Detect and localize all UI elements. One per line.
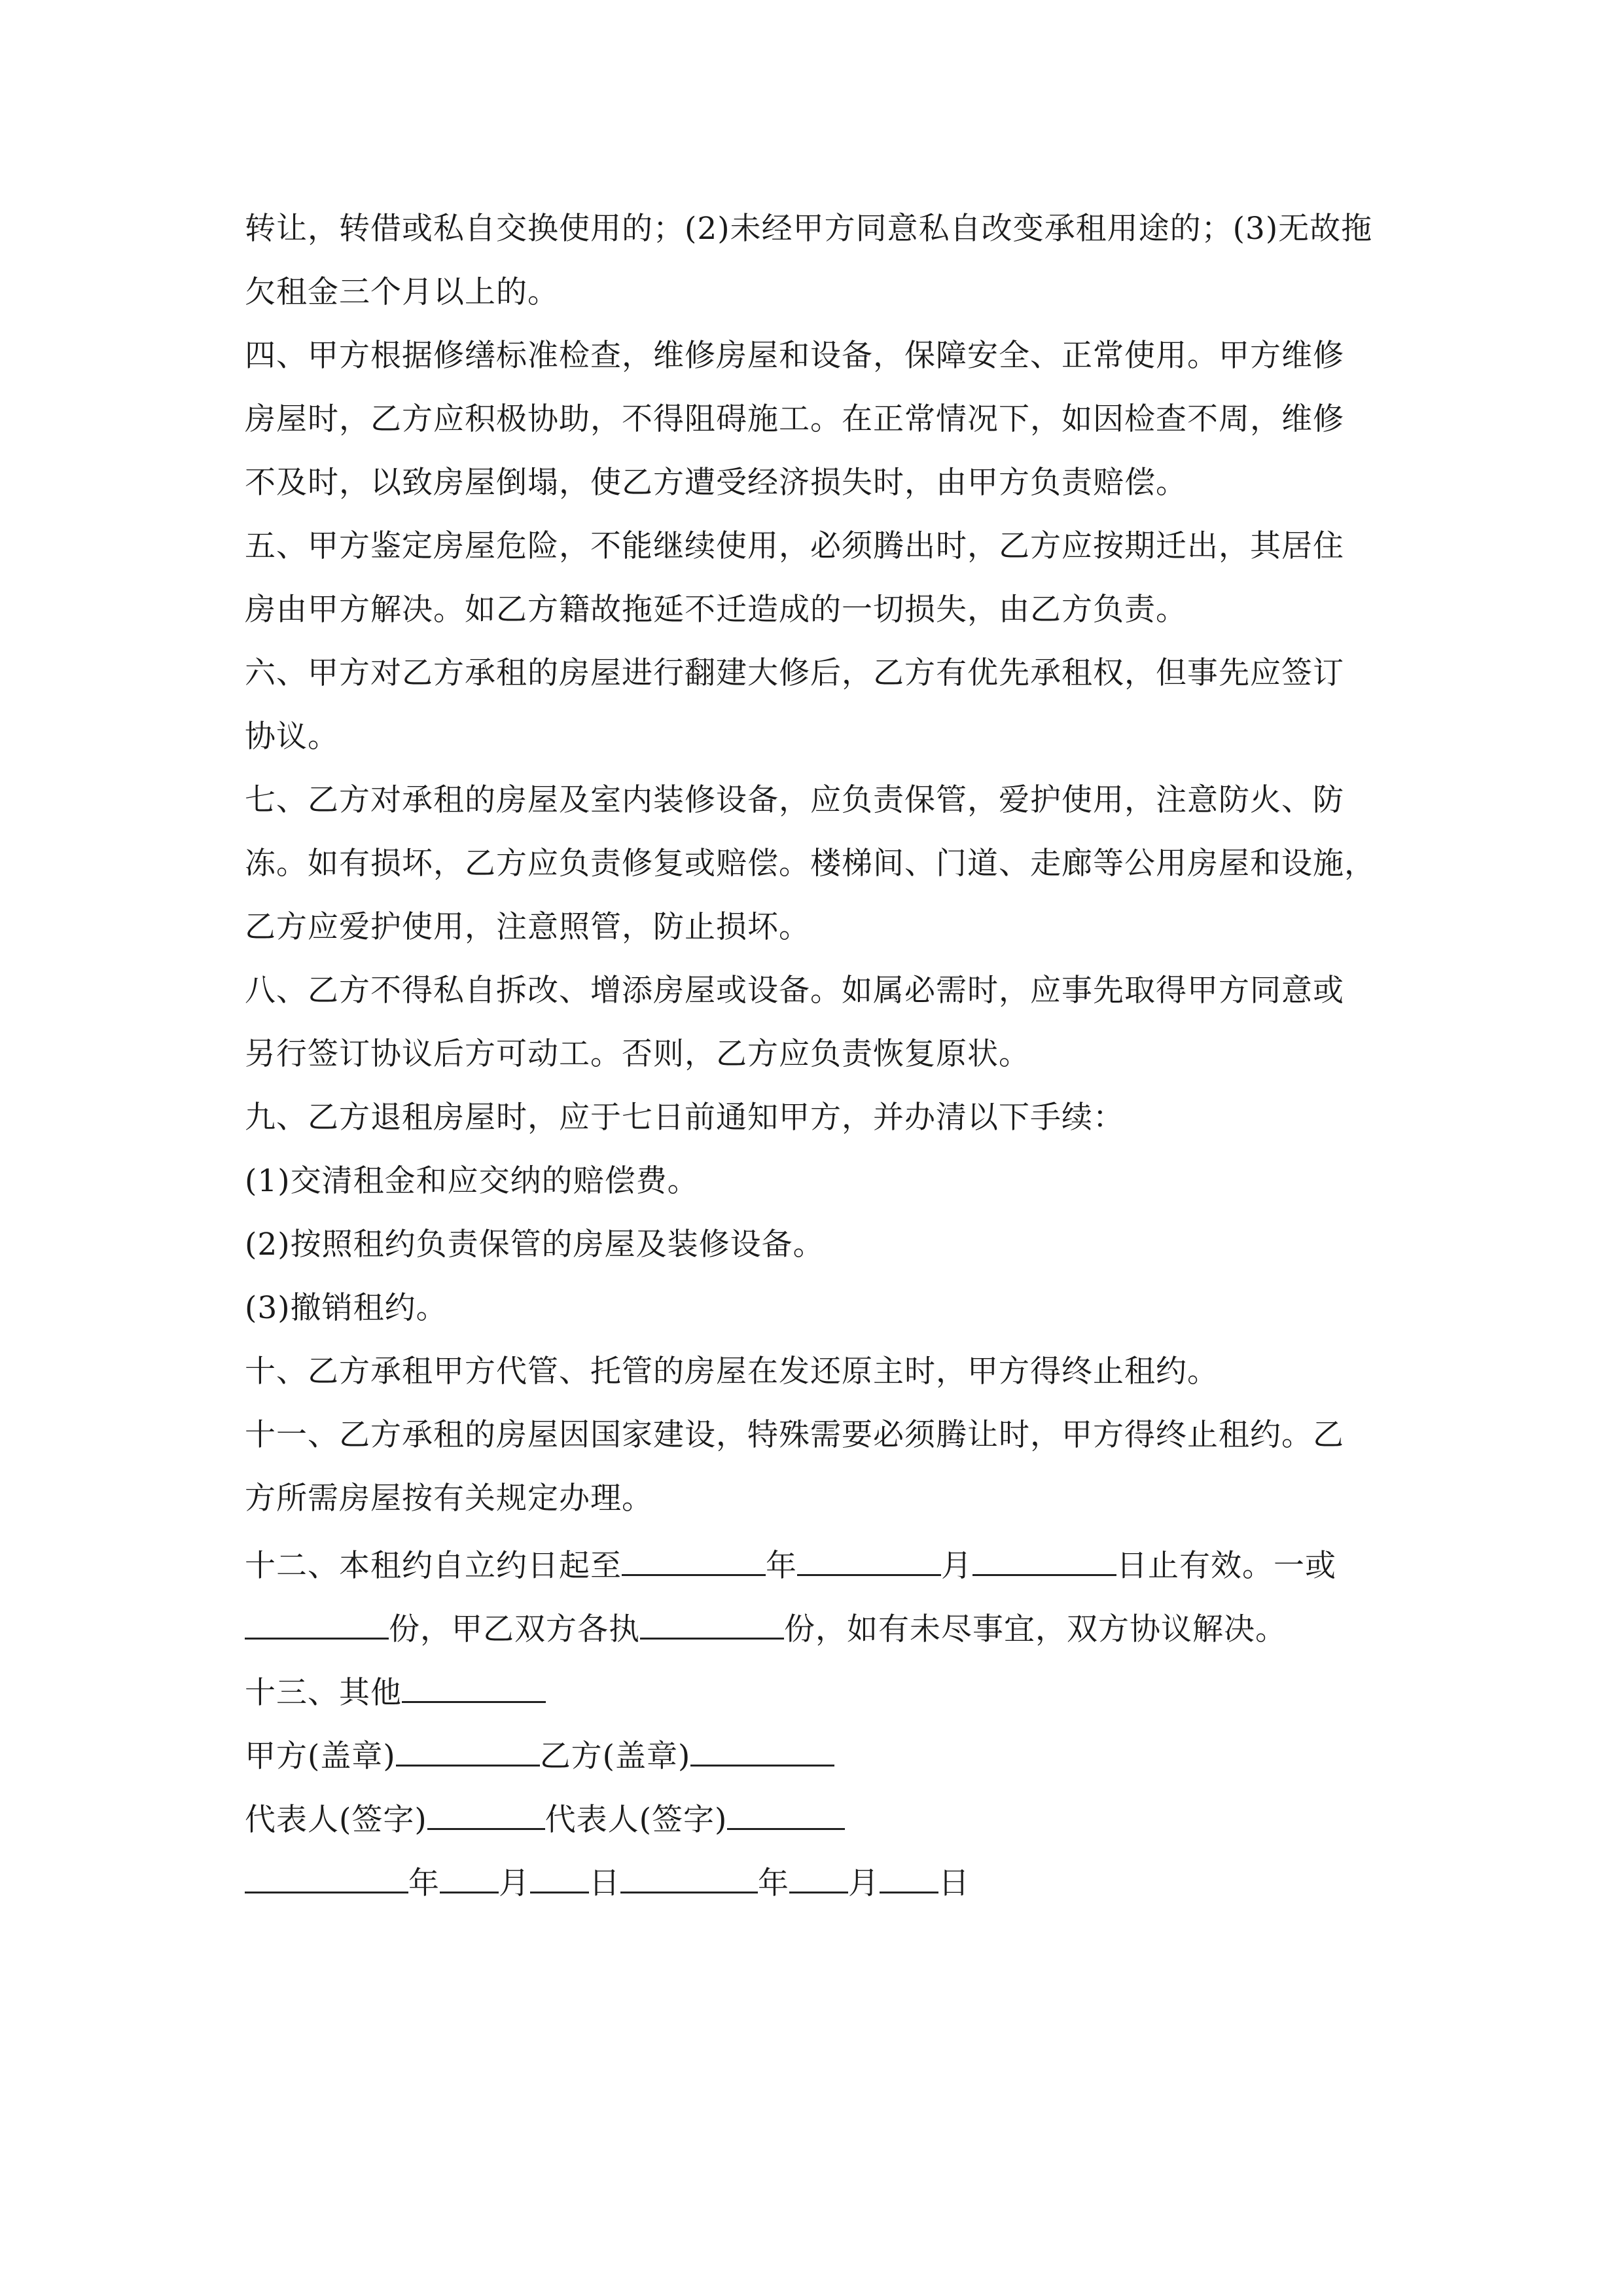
day-blank[interactable]	[972, 1543, 1116, 1576]
date-b-month-label: 月	[848, 1865, 880, 1901]
date-b-day-blank[interactable]	[880, 1860, 938, 1893]
date-line	[245, 1860, 1383, 1903]
clause-12-line-1	[245, 1543, 1383, 1586]
clause-6-line-1: 六、甲方对乙方承租的房屋进行翻建大修后，乙方有优先承租权，但事先应签订	[245, 655, 1344, 691]
date-a-day-label: 日	[589, 1865, 620, 1901]
clause-12-suffix: 日止有效。一或	[1116, 1548, 1336, 1584]
party-b-seal-label: 乙方(盖章)	[539, 1738, 691, 1774]
party-b-seal-blank[interactable]	[690, 1733, 834, 1767]
month-blank[interactable]	[797, 1543, 941, 1576]
clause-10-line-1: 十、乙方承租甲方代管、托管的房屋在发还原主时，甲方得终止租约。	[245, 1354, 1219, 1390]
clause-13-line	[245, 1670, 1383, 1713]
rep-a-label: 代表人(签字)	[245, 1802, 427, 1838]
party-a-seal-label: 甲方(盖章)	[245, 1738, 396, 1774]
clause-4-line-1: 四、甲方根据修缮标准检查，维修房屋和设备，保障安全、正常使用。甲方维修	[245, 338, 1344, 374]
date-a-month-blank[interactable]	[440, 1860, 499, 1893]
copies-blank[interactable]	[245, 1606, 389, 1640]
clause-9-item-3: (3)撤销租约。	[245, 1290, 448, 1326]
clause-5-line-2: 房由甲方解决。如乙方籍故拖延不迁造成的一切损失，由乙方负责。	[245, 592, 1187, 628]
clause-12-text-b: 份，如有未尽事宜，双方协议解决。	[784, 1611, 1287, 1647]
date-b-day-label: 日	[938, 1865, 970, 1901]
clause-13-label: 十三、其他	[245, 1675, 402, 1711]
clause-11-line-2: 方所需房屋按有关规定办理。	[245, 1480, 653, 1516]
date-b-month-blank[interactable]	[789, 1860, 848, 1893]
rep-b-label: 代表人(签字)	[544, 1802, 728, 1838]
date-b-year-blank[interactable]	[620, 1860, 758, 1893]
clause-12-prefix: 十二、本租约自立约日起至	[245, 1548, 622, 1584]
text-line-2: 欠租金三个月以上的。	[245, 274, 559, 310]
clause-4-line-2: 房屋时，乙方应积极协助，不得阻碍施工。在正常情况下，如因检查不周，维修	[245, 401, 1344, 437]
clause-7-line-3: 乙方应爱护使用，注意照管，防止损坏。	[245, 909, 810, 945]
date-a-month-label: 月	[499, 1865, 530, 1901]
date-a-year-label: 年	[408, 1865, 440, 1901]
year-label: 年	[766, 1548, 797, 1584]
seal-line	[245, 1733, 1383, 1776]
clause-5-line-1: 五、甲方鉴定房屋危险，不能继续使用，必须腾出时，乙方应按期迁出，其居住	[245, 528, 1344, 564]
rep-b-blank[interactable]	[727, 1797, 845, 1830]
clause-8-line-2: 另行签订协议后方可动工。否则，乙方应负责恢复原状。	[245, 1036, 1030, 1072]
party-a-seal-blank[interactable]	[396, 1733, 540, 1767]
clause-12-line-2	[245, 1606, 1383, 1649]
date-a-year-blank[interactable]	[245, 1860, 408, 1893]
clause-7-line-2: 冻。如有损坏，乙方应负责修复或赔偿。楼梯间、门道、走廊等公用房屋和设施，	[245, 846, 1376, 882]
clause-4-line-3: 不及时，以致房屋倒塌，使乙方遭受经济损失时，由甲方负责赔偿。	[245, 465, 1187, 501]
clause-9-item-2: (2)按照租约负责保管的房屋及装修设备。	[245, 1227, 825, 1263]
clause-9-item-1: (1)交清租金和应交纳的赔偿费。	[245, 1163, 699, 1199]
date-b-year-label: 年	[758, 1865, 789, 1901]
other-blank[interactable]	[402, 1670, 546, 1703]
clause-7-line-1: 七、乙方对承租的房屋及室内装修设备，应负责保管，爱护使用，注意防火、防	[245, 782, 1344, 818]
clause-11-line-1: 十一、乙方承租的房屋因国家建设，特殊需要必须腾让时，甲方得终止租约。乙	[245, 1417, 1344, 1453]
each-copies-blank[interactable]	[640, 1606, 784, 1640]
clause-9-line-1: 九、乙方退租房屋时，应于七日前通知甲方，并办清以下手续：	[245, 1100, 1124, 1136]
text-line-1: 转让，转借或私自交换使用的；(2)未经甲方同意私自改变承租用途的；(3)无故拖	[245, 211, 1373, 247]
year-blank[interactable]	[622, 1543, 766, 1576]
clause-8-line-1: 八、乙方不得私自拆改、增添房屋或设备。如属必需时，应事先取得甲方同意或	[245, 973, 1344, 1009]
clause-12-text-a: 份，甲乙双方各执	[389, 1611, 640, 1647]
month-label: 月	[941, 1548, 972, 1584]
clause-6-line-2: 协议。	[245, 719, 339, 755]
date-a-day-blank[interactable]	[530, 1860, 589, 1893]
representative-line	[245, 1797, 1383, 1840]
rep-a-blank[interactable]	[427, 1797, 545, 1830]
